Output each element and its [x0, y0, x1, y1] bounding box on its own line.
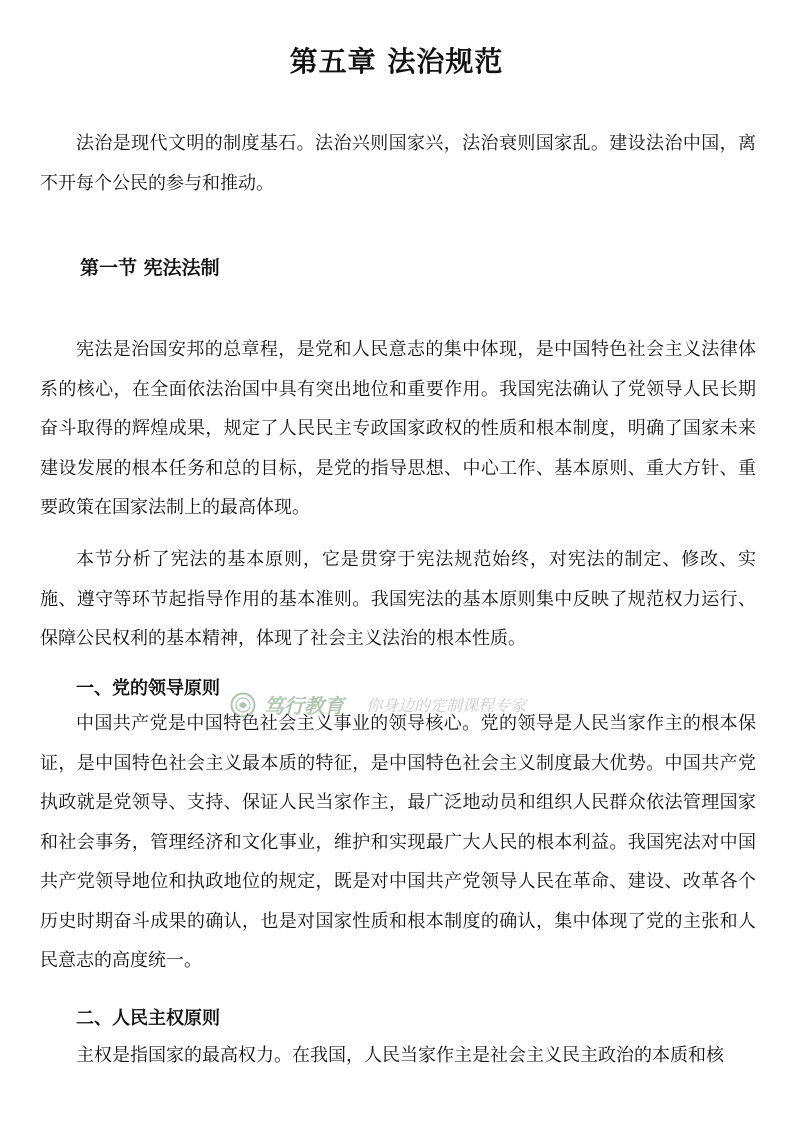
subsection-heading-people-sovereignty: 二、人民主权原则: [76, 1008, 220, 1029]
subsection-paragraph-people-sovereignty: 主权是指国家的最高权力。在我国，人民当家作主是社会主义民主政治的本质和核: [76, 1045, 724, 1066]
chapter-intro-paragraph: 法治是现代文明的制度基石。法治兴则国家兴，法治衰则国家乱。建设法治中国，离不开每个公民的参与和推动。: [40, 133, 756, 194]
section-paragraph-1: 宪法是治国安邦的总章程，是党和人民意志的集中体现，是中国特色社会主义法律体系的核心，在全面依法治国中具有突出地位和重要作用。我国宪法确认了党领导人民长期奋斗取得的辉煌成果，规定了人民民主专政国家政权的性质和根本制度，明确了国家未来建设发展的根本任务和总的目标，是党的指导思想、中心工作、基本原则、重大方针、重要政策在国家法制上的最高体现。: [40, 339, 756, 518]
watermark-name: 笃行教育: [264, 694, 344, 718]
section-paragraph-2: 本节分析了宪法的基本原则，它是贯穿于宪法规范始终，对宪法的制定、修改、实施、遵守等环节起指导作用的基本准则。我国宪法的基本原则集中反映了规范权力运行、保障公民权利的基本精神，体现了社会主义法治的根本性质。: [40, 549, 756, 649]
subsection-heading-party-leadership: 一、党的领导原则: [76, 678, 220, 699]
section-title: 第一节 宪法法制: [80, 257, 220, 279]
subsection-paragraph-party-leadership: 中国共产党是中国特色社会主义事业的领导核心。党的领导是人民当家作主的根本保证，是中国特色社会主义最本质的特征，是中国特色社会主义制度最大优势。中国共产党执政就是党领导、支持、保证人民当家作主，最广泛地动员和组织人民群众依法管理国家和社会事务，管理经济和文化事业，维护和实现最广大人民的根本利益。我国宪法对中国共产党领导地位和执政地位的规定，既是对中国共产党领导人民在革命、建设、改革各个历史时期奋斗成果的确认，也是对国家性质和根本制度的确认，集中体现了党的主张和人民意志的高度统一。: [40, 713, 756, 971]
chapter-title: 第五章 法治规范: [289, 45, 504, 78]
watermark-slogan: 你身边的定制课程专家: [366, 696, 527, 715]
